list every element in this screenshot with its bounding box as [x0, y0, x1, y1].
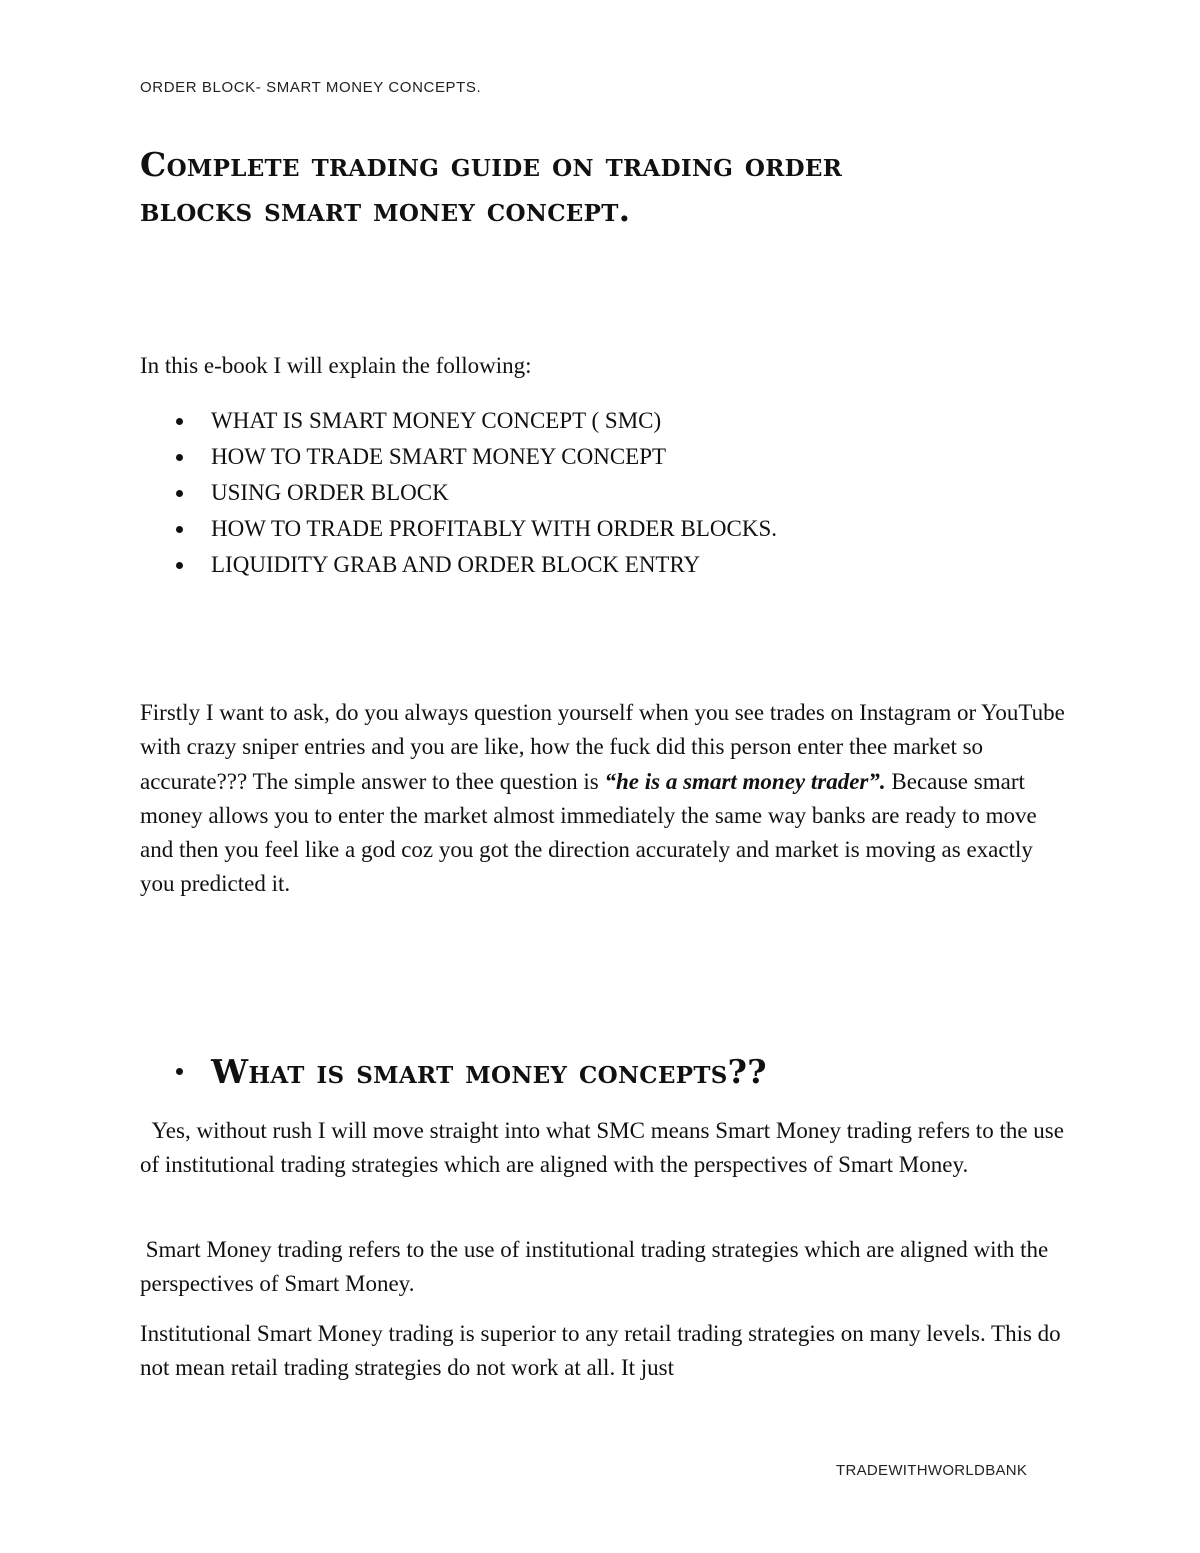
- section-heading-row: [140, 1052, 767, 1091]
- paragraph-institutional: Institutional Smart Money trading is superior to any retail trading strategies on many levels. This do not mean retail trading strategies do not work at all. It just: [140, 1321, 1061, 1381]
- page-footer: TRADEWITHWORLDBANK: [836, 1462, 1028, 1479]
- document-title: [140, 142, 1040, 232]
- quote-smart-money-trader: “he is a smart money trader”.: [604, 768, 886, 794]
- list-item: HOW TO TRADE SMART MONEY CONCEPT: [140, 439, 777, 475]
- title-line-2: blocks smart money concept.: [140, 190, 631, 229]
- title-line-1: Complete trading guide on trading order: [140, 145, 843, 184]
- paragraph-firstly: Firstly I want to ask, do you always question yourself when you see trades on Instagram or YouTube with crazy sniper entries and you are like, how the fuck did this person enter thee market so accurate??? The simple answer to thee question is “he is a smart money trader”. Because smart money allows you to enter the market almost immediately the same way banks are ready to move and then you feel like a god coz you got the direction accurately and market is moving as exactly you predicted it.: [140, 700, 1065, 897]
- bullet-icon: [176, 1068, 183, 1075]
- bullet-icon: [176, 490, 183, 497]
- bullet-icon: [176, 526, 183, 533]
- bullet-icon: [176, 454, 183, 461]
- list-item: USING ORDER BLOCK: [140, 475, 777, 511]
- section-heading: What is smart money concepts??: [211, 1052, 767, 1091]
- paragraph-smc-definition: Yes, without rush I will move straight into what SMC means Smart Money trading refers to the use of institutional trading strategies which are aligned with the perspectives of Smart Money.: [140, 1118, 1070, 1178]
- page-header: ORDER BLOCK- SMART MONEY CONCEPTS.: [140, 79, 482, 96]
- table-of-contents-list: [140, 403, 777, 583]
- list-item: LIQUIDITY GRAB AND ORDER BLOCK ENTRY: [140, 547, 777, 583]
- bullet-icon: [176, 562, 183, 569]
- bullet-icon: [176, 418, 183, 425]
- list-item: WHAT IS SMART MONEY CONCEPT ( SMC): [140, 403, 777, 439]
- intro-text: In this e-book I will explain the following:: [140, 353, 532, 378]
- list-item: HOW TO TRADE PROFITABLY WITH ORDER BLOCKS.: [140, 511, 777, 547]
- paragraph-smart-money-trading: Smart Money trading refers to the use of institutional trading strategies which are aligned with the perspectives of Smart Money.: [140, 1237, 1055, 1297]
